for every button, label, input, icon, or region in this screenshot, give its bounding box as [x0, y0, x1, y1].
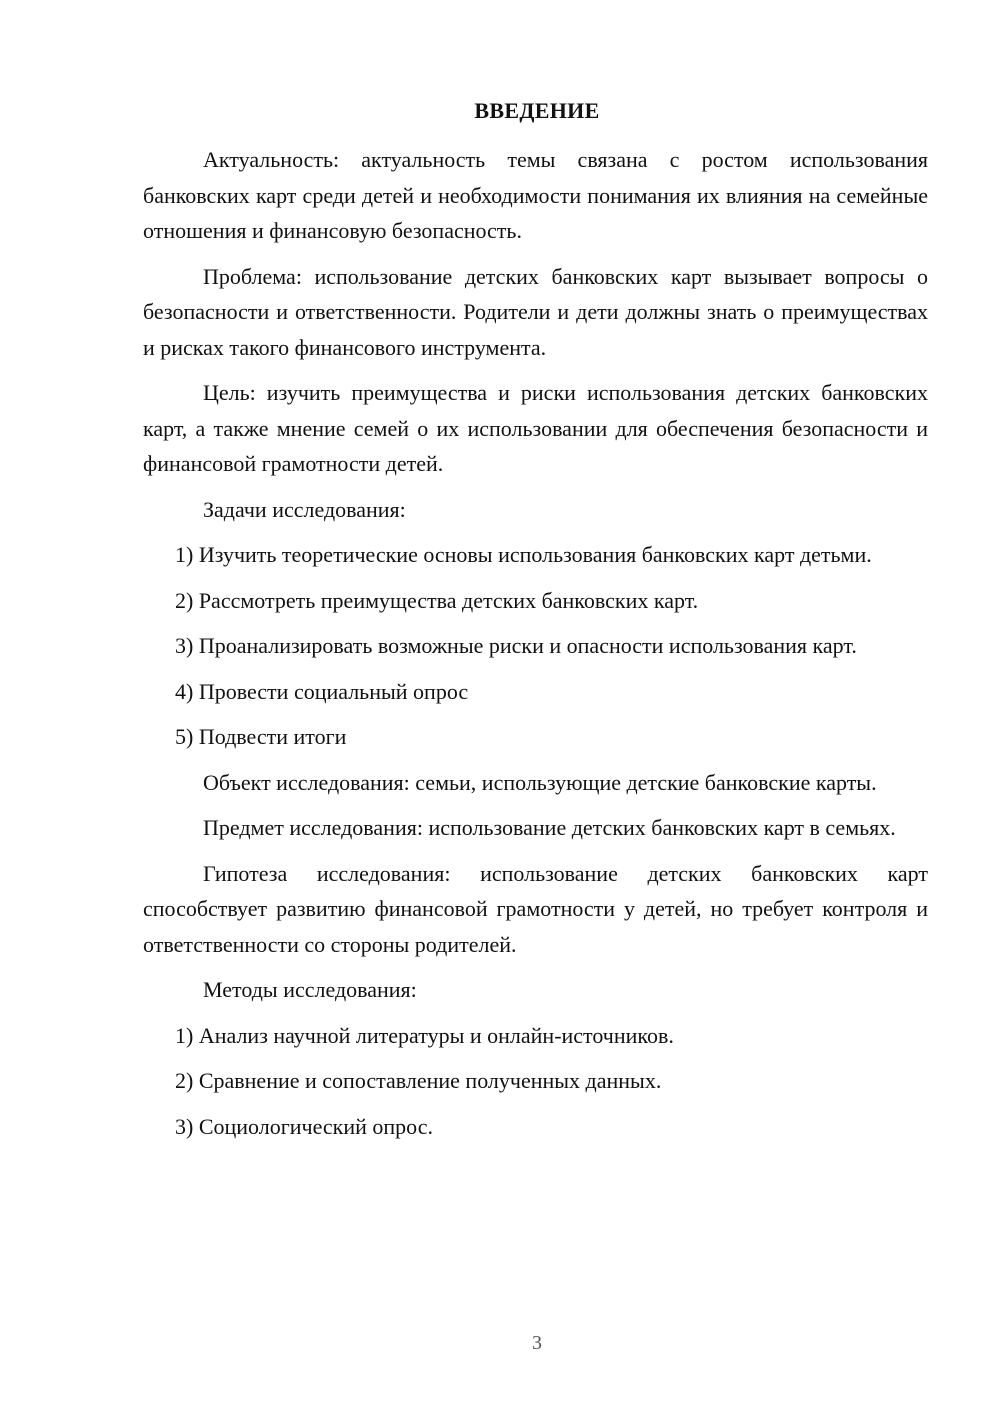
- task-item: 1) Изучить теоретические основы использования банковских карт детьми.: [175, 542, 872, 567]
- task-item: 5) Подвести итоги: [175, 724, 347, 749]
- task-item: 3) Проанализировать возможные риски и опасности использования карт.: [175, 633, 857, 658]
- paragraph-object: Объект исследования: семьи, использующие детские банковские карты.: [203, 769, 877, 795]
- tasks-heading: Задачи исследования:: [203, 496, 406, 522]
- task-item: 4) Провести социальный опрос: [175, 678, 469, 704]
- paragraph-goal: Цель: изучить преимущества и риски использования детских банковских карт, а также мнение семей о их использовании для обеспечения безопасности и финансовой грамотности детей.: [143, 380, 928, 476]
- method-item: 3) Социологический опрос.: [175, 1113, 433, 1139]
- page-body: [143, 142, 928, 1154]
- method-item: 2) Сравнение и сопоставление полученных данных.: [175, 1068, 662, 1093]
- method-item: 1) Анализ научной литературы и онлайн-источников.: [175, 1022, 674, 1048]
- section-title: ВВЕДЕНИЕ: [474, 98, 600, 123]
- page-number: 3: [532, 1332, 542, 1354]
- paragraph-hypothesis: Гипотеза исследования: использование детских банковских карт способствует развитию финансовой грамотности у детей, но требует контроля и ответственности со стороны родителей.: [143, 860, 928, 957]
- task-item: 2) Рассмотреть преимущества детских банковских карт.: [175, 587, 699, 613]
- paragraph-relevance: Актуальность: актуальность темы связана с ростом использования банковских карт среди детей и необходимости понимания их влияния на семейные отношения и финансовую безопасность.: [143, 147, 928, 243]
- methods-heading: Методы исследования:: [203, 977, 417, 1002]
- paragraph-subject: Предмет исследования: использование детских банковских карт в семьях.: [203, 815, 896, 840]
- paragraph-problem: Проблема: использование детских банковских карт вызывает вопросы о безопасности и ответственности. Родители и дети должны знать о преимуществах и рисках такого финансового инструмента.: [143, 263, 928, 360]
